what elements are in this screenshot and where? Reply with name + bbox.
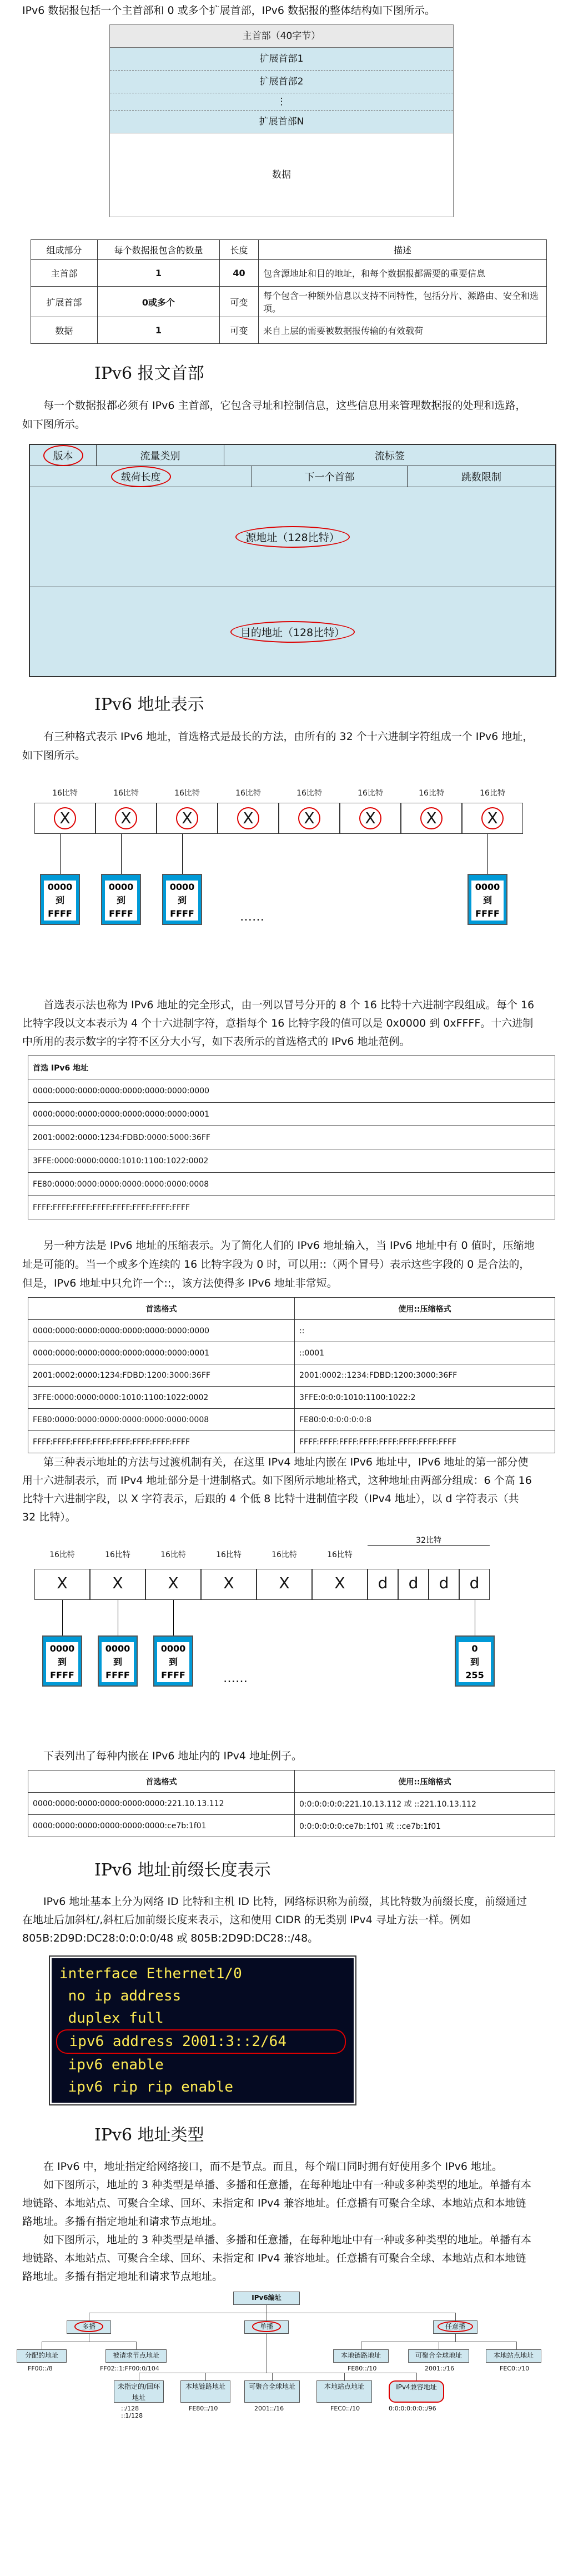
intro-text: IPv6 数据报包括一个主首部和 0 或多个扩展首部，IPv6 数据报的整体结构如下图所示。 <box>22 4 436 17</box>
paragraph: 下表列出了每种内嵌在 IPv6 地址内的 IPv4 地址例子。 <box>43 1750 302 1762</box>
bit-label: 16比特 <box>235 789 261 798</box>
x-field: X <box>34 803 95 834</box>
paragraph: 如下图所示，地址的 3 种类型是单播、多播和任意播，在每种地址中有一种或多种类型的地址。单播有本地链路、本地站点、可聚合全球、回环、未指定和 IPv4 兼容地址。任意播有可聚合全球、本地站点和本地链路地址。多播有指定地址和请求节点地址。 <box>22 2234 532 2283</box>
table-cell: 来自上层的需要被数据报传输的有效载荷 <box>259 317 547 344</box>
any-sitelocal-node: 本地站点地址 <box>486 2349 541 2363</box>
d-field: d <box>429 1569 459 1600</box>
any-linklocal-node: 本地链路地址 <box>333 2349 389 2363</box>
table-cell: FE80:0:0:0:0:0:0:8 <box>295 1409 555 1431</box>
table-cell: 1 <box>98 317 220 344</box>
table-cell: 主首部 <box>31 260 98 287</box>
x-field: X <box>312 1569 368 1600</box>
bit-label: 16比特 <box>419 789 444 798</box>
destination-address-field: 目的地址（128比特） <box>230 621 355 643</box>
table-header: 使用::压缩格式 <box>295 1298 555 1320</box>
hex-range-box: 0000 到 FFFF <box>468 874 507 925</box>
x-field: X <box>90 1569 145 1600</box>
connector-line <box>121 834 122 874</box>
bit-label: 16比特 <box>327 1550 353 1559</box>
table-row <box>28 1126 555 1149</box>
table-cell: 每个包含一种额外信息以支持不同特性，包括分片、源路由、安全和选项。 <box>259 287 547 317</box>
components-table <box>31 239 547 344</box>
uni-global-node: 可聚合全球地址 <box>244 2380 300 2403</box>
table-header: 首选 IPv6 地址 <box>28 1056 555 1079</box>
table-row <box>28 1149 555 1173</box>
x-field: X <box>340 803 401 834</box>
preferred-address-table <box>28 1056 555 1219</box>
table-header: 组成部分 <box>31 240 98 260</box>
table-row <box>28 1364 555 1387</box>
table-cell: 可变 <box>220 287 259 317</box>
x-field: X <box>257 1569 312 1600</box>
section-title: IPv6 报文首部 <box>94 364 204 383</box>
any-sitelocal-prefix: FEC0::/10 <box>500 2365 530 2372</box>
table-cell: FE80:0000:0000:0000:0000:0000:0000:0008 <box>28 1173 555 1196</box>
table-cell: 0:0:0:0:0:0:221.10.13.112 或 ::221.10.13.112 <box>295 1793 555 1815</box>
uni-ipv4compat-node: IPv4兼容地址 <box>389 2380 444 2403</box>
paragraph: IPv6 地址基本上分为网络 ID 比特和主机 ID 比特，网络标识称为前缀，其比特数为前缀长度，前缀通过在地址后加斜杠/,斜杠后加前缀长度来表示，这和使用 CIDR 的无类别 IPv4 寻址方法一样。例如 805B:2D9D:DC28:0:0:0:0/48 或 805B:2D9D:DC28::/48。 <box>22 1895 527 1944</box>
ellipsis: …… <box>240 910 264 924</box>
section-title: IPv6 地址表示 <box>94 695 204 714</box>
cli-line: interface Ethernet1/0 <box>59 1965 242 1982</box>
hex-range-box: 0000 到 FFFF <box>162 874 202 925</box>
table-cell: 扩展首部 <box>31 287 98 317</box>
table-cell: FFFF:FFFF:FFFF:FFFF:FFFF:FFFF:FFFF:FFFF <box>295 1431 555 1453</box>
table-header: 首选格式 <box>28 1770 295 1793</box>
assigned-prefix: FF00::/8 <box>28 2365 53 2372</box>
payload-length-field: 载荷长度 <box>111 466 171 487</box>
tree-root: IPv6编址 <box>233 2292 300 2305</box>
d-field: d <box>368 1569 398 1600</box>
bit-label-32: 32比特 <box>368 1534 490 1546</box>
address-fields-figure <box>17 768 546 996</box>
embedded-address-table <box>28 1770 555 1837</box>
uni-unspecified-prefix: ::/128 ::1/128 <box>121 2405 143 2419</box>
hop-limit-field: 跳数限制 <box>461 471 501 483</box>
paragraph: 首选表示法也称为 IPv6 地址的完全形式，由一列以冒号分开的 8 个 16 比特十六进制字段组成。每个 16 比特字段以文本表示为 4 个十六进制字符，意指每个 16 比特字段的值可以是 0x0000 到 0xFFFF。十六进制中所用的表示数字的字符不区分大小写，如下表所示的首选格式的 IPv6 地址范例。 <box>22 999 535 1048</box>
ellipsis: …… <box>223 1672 248 1685</box>
solicited-prefix: FF02::1:FF00:0/104 <box>100 2365 159 2372</box>
table-header: 使用::压缩格式 <box>295 1770 555 1793</box>
x-field: X <box>279 803 340 834</box>
table-header: 长度 <box>220 240 259 260</box>
dec-range-box: 0 到 255 <box>455 1635 495 1687</box>
table-row <box>28 1409 555 1431</box>
traffic-class-field: 流量类别 <box>97 445 224 466</box>
solicited-node-node: 被请求节点地址 <box>105 2349 167 2363</box>
hex-range-box: 0000 到 FFFF <box>98 1635 138 1687</box>
bit-label: 16比特 <box>296 789 322 798</box>
table-row <box>28 1387 555 1409</box>
table-row <box>28 1079 555 1103</box>
uni-linklocal-prefix: FE80::/10 <box>189 2405 218 2412</box>
x-field: X <box>401 803 462 834</box>
uni-global-prefix: 2001::/16 <box>254 2405 284 2412</box>
cli-line: no ip address <box>59 1988 182 2004</box>
table-row <box>28 1342 555 1364</box>
ext-dots: ⋮ <box>110 93 453 111</box>
document-page <box>0 1 563 2576</box>
address-type-tree <box>17 2292 546 2536</box>
uni-unspecified-node: 未指定的/回环地址 <box>114 2380 164 2403</box>
uni-sitelocal-prefix: FEC0::/10 <box>330 2405 360 2412</box>
ext-header-1: 扩展首部1 <box>110 48 453 71</box>
flow-label-field: 流标签 <box>375 450 405 462</box>
table-row <box>28 1815 555 1837</box>
table-cell: 2001:0002::1234:FDBD:1200:3000:36FF <box>295 1364 555 1387</box>
table-cell: :: <box>295 1320 555 1342</box>
paragraph: 每一个数据报都必须有 IPv6 主首部，它包含寻址和控制信息，这些信息用来管理数据报的处理和选路，如下图所示。 <box>22 399 526 431</box>
table-cell: FFFF:FFFF:FFFF:FFFF:FFFF:FFFF:FFFF:FFFF <box>28 1196 555 1219</box>
hex-range-box: 0000 到 FFFF <box>40 874 80 925</box>
connector-line <box>487 834 488 874</box>
bit-label: 16比特 <box>174 789 200 798</box>
bit-label: 16比特 <box>160 1550 186 1559</box>
table-row <box>28 1103 555 1126</box>
x-field: X <box>157 803 218 834</box>
anycast-node: 任意播 <box>433 2320 477 2334</box>
table-cell: 3FFE:0:0:0:1010:1100:1022:2 <box>295 1387 555 1409</box>
x-field: X <box>462 803 523 834</box>
uni-linklocal-node: 本地链路地址 <box>180 2380 230 2403</box>
paragraph: 第三种表示地址的方法与过渡机制有关，在这里 IPv4 地址内嵌在 IPv6 地址中，IPv6 地址的第一部分使用十六进制表示，而 IPv4 地址部分是十进制格式。如下图所示地址格式，这种地址由两部分组成：6 个高 16 比特十六进制字段，以 X 字符表示，后跟的 4 个低 8 比特十进制值字段（IPv4 地址），以 d 字符表示（共 32 比特）。 <box>22 1456 532 1523</box>
table-cell: 可变 <box>220 317 259 344</box>
next-header-field: 下一个首部 <box>252 466 408 487</box>
table-cell: 0或多个 <box>98 287 220 317</box>
bit-label: 16比特 <box>480 789 505 798</box>
any-global-prefix: 2001::/16 <box>425 2365 455 2372</box>
hex-range-box: 0000 到 FFFF <box>42 1635 82 1687</box>
bit-label: 16比特 <box>358 789 383 798</box>
paragraph: 另一种方法是 IPv6 地址的压缩表示。为了简化人们的 IPv6 地址输入，当 IPv6 地址中有 0 值时，压缩地址是可能的。当一个或多个连续的 16 比特字段为 0 时，可以用::（两个冒号）表示这些字段的 0 是合法的，但是，IPv6 地址中只允许一个::，该方法使得多 IPv6 地址非常短。 <box>22 1239 535 1289</box>
table-cell: FFFF:FFFF:FFFF:FFFF:FFFF:FFFF:FFFF:FFFF <box>28 1431 295 1453</box>
cli-line: ipv6 enable <box>59 2057 164 2073</box>
table-cell: 2001:0002:0000:1234:FDBD:0000:5000:36FF <box>28 1126 555 1149</box>
table-row <box>28 1196 555 1219</box>
paragraph: 在 IPv6 中，地址指定给网络接口，而不是节点。而且，每个端口同时拥有好使用多个 IPv6 地址。 <box>43 2160 502 2173</box>
table-row <box>31 260 547 287</box>
compressed-address-table <box>28 1297 555 1453</box>
bit-label: 16比特 <box>272 1550 297 1559</box>
hex-range-box: 0000 到 FFFF <box>101 874 141 925</box>
table-cell: 0000:0000:0000:0000:0000:0000:0000:0001 <box>28 1103 555 1126</box>
bit-label: 16比特 <box>216 1550 242 1559</box>
section-title: IPv6 地址前缀长度表示 <box>94 1860 271 1880</box>
main-header-box: 主首部（40字节） <box>110 25 453 48</box>
bit-label: 16比特 <box>105 1550 130 1559</box>
cli-line: ipv6 rip rip enable <box>59 2079 234 2095</box>
table-row <box>28 1793 555 1815</box>
x-field: X <box>95 803 157 834</box>
table-header: 描述 <box>259 240 547 260</box>
any-linklocal-prefix: FE80::/10 <box>348 2365 377 2372</box>
x-field: X <box>34 1569 90 1600</box>
paragraph: 有三种格式表示 IPv6 地址，首选格式是最长的方法，由所有的 32 个十六进制字符组成一个 IPv6 地址，如下图所示。 <box>22 731 534 762</box>
cli-line: duplex full <box>59 2010 164 2027</box>
bit-label: 16比特 <box>113 789 139 798</box>
table-cell: 0000:0000:0000:0000:0000:0000:0000:0001 <box>28 1342 295 1364</box>
table-cell: 0000:0000:0000:0000:0000:0000:221.10.13.112 <box>28 1793 295 1815</box>
bit-label: 16比特 <box>52 789 78 798</box>
table-row <box>28 1431 555 1453</box>
uni-ipv4compat-prefix: 0:0:0:0:0:0::/96 <box>389 2405 436 2412</box>
table-cell: ::0001 <box>295 1342 555 1364</box>
table-cell: 0000:0000:0000:0000:0000:0000:ce7b:1f01 <box>28 1815 295 1837</box>
table-cell: 0000:0000:0000:0000:0000:0000:0000:0000 <box>28 1079 555 1103</box>
paragraph: 如下图所示，地址的 3 种类型是单播、多播和任意播，在每种地址中有一种或多种类型的地址。单播有本地链路、本地站点、可聚合全球、回环、未指定和 IPv4 兼容地址。任意播有可聚合全球、本地站点和本地链路地址。多播有指定地址和请求节点地址。 <box>22 2179 532 2228</box>
table-row <box>28 1173 555 1196</box>
d-field: d <box>459 1569 490 1600</box>
connector-line <box>62 1600 63 1635</box>
table-cell: FE80:0000:0000:0000:0000:0000:0000:0008 <box>28 1409 295 1431</box>
table-cell: 3FFE:0000:0000:0000:1010:1100:1022:0002 <box>28 1149 555 1173</box>
any-global-node: 可聚合全球地址 <box>408 2349 469 2363</box>
table-row <box>31 287 547 317</box>
table-cell: 0000:0000:0000:0000:0000:0000:0000:0000 <box>28 1320 295 1342</box>
table-cell: 3FFE:0000:0000:0000:1010:1100:1022:0002 <box>28 1387 295 1409</box>
connector-line <box>60 834 61 874</box>
connector-line <box>182 834 183 874</box>
table-header: 每个数据报包含的数量 <box>98 240 220 260</box>
bit-label: 16比特 <box>49 1550 75 1559</box>
table-cell: 包含源地址和目的地址，和每个数据报都需要的重要信息 <box>259 260 547 287</box>
x-field: X <box>201 1569 257 1600</box>
ext-header-2: 扩展首部2 <box>110 71 453 93</box>
d-field: d <box>398 1569 429 1600</box>
ext-header-n: 扩展首部N <box>110 111 453 133</box>
cli-line: ipv6 address 2001:3::2/64 <box>56 2029 346 2054</box>
unicast-node: 单播 <box>244 2320 289 2334</box>
x-field: X <box>218 803 279 834</box>
table-cell: 40 <box>220 260 259 287</box>
table-header: 首选格式 <box>28 1298 295 1320</box>
multicast-node: 多播 <box>67 2320 111 2334</box>
source-address-field: 源地址（128比特） <box>235 526 349 548</box>
packet-structure-figure <box>109 24 454 217</box>
section-title: IPv6 地址类型 <box>94 2125 204 2145</box>
connector-line <box>173 1600 174 1635</box>
cli-config-figure <box>50 1957 355 2104</box>
hex-range-box: 0000 到 FFFF <box>153 1635 193 1687</box>
table-row <box>28 1320 555 1342</box>
table-cell: 1 <box>98 260 220 287</box>
data-box: 数据 <box>110 133 453 217</box>
version-field: 版本 <box>43 445 83 466</box>
ipv6-header-diagram <box>29 444 556 677</box>
uni-sitelocal-node: 本地站点地址 <box>316 2380 372 2403</box>
table-row <box>31 317 547 344</box>
table-cell: 0:0:0:0:0:0:ce7b:1f01 或 ::ce7b:1f01 <box>295 1815 555 1837</box>
table-cell: 数据 <box>31 317 98 344</box>
assigned-address-node: 分配的地址 <box>17 2349 67 2363</box>
ipv4-embedded-figure <box>17 1530 546 1747</box>
x-field: X <box>145 1569 201 1600</box>
table-cell: 2001:0002:0000:1234:FDBD:1200:3000:36FF <box>28 1364 295 1387</box>
